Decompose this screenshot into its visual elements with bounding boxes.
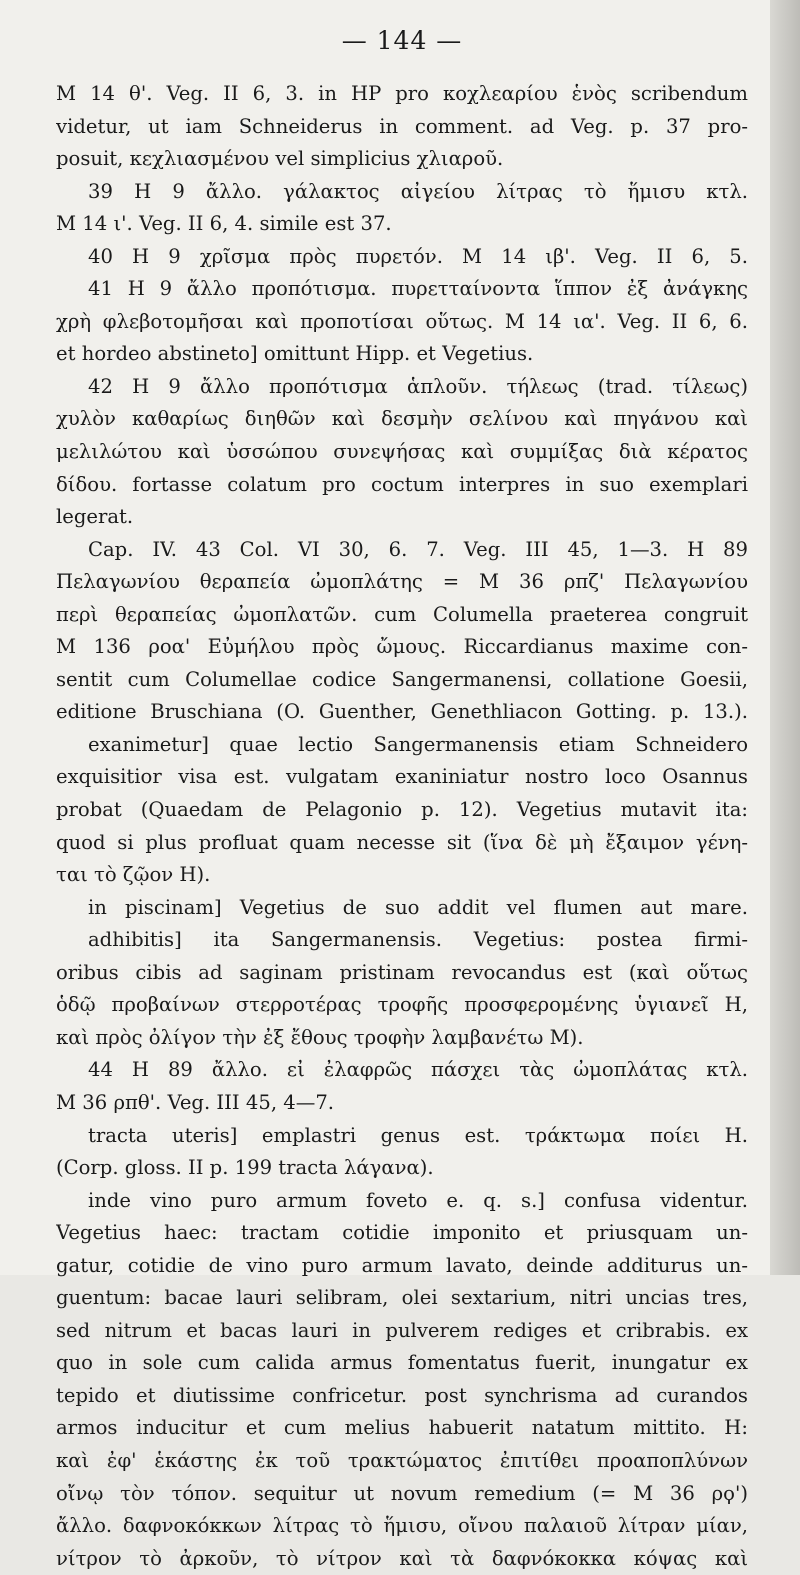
text-line: χρὴ φλεβοτομῆσαι καὶ προποτίσαι οὕτως. M 14 ια'. Veg. II 6, 6. [56, 309, 748, 333]
text-line: ἄλλο. δαφνοκόκκων λίτρας τὸ ἥμισυ, οἴνου παλαιοῦ λίτραν μίαν, [56, 1514, 748, 1538]
text-line: καὶ πρὸς ὀλίγον τὴν ἐξ ἔθους τροφὴν λαμβανέτω M). [56, 1025, 584, 1049]
text-line: M 14 θ'. Veg. II 6, 3. in HP pro κοχλεαρίου ἑνὸς scribendum [56, 82, 748, 105]
text-line: guentum: bacae lauri selibram, olei sextarium, nitri uncias tres, [56, 1286, 748, 1310]
text-line: sentit cum Columellae codice Sangermanensi, collatione Goesii, [56, 667, 748, 691]
text-line: M 36 ρπθ'. Veg. III 45, 4—7. [56, 1090, 335, 1114]
page-edge-shadow [770, 0, 800, 1275]
text-line: Πελαγωνίου θεραπεία ὠμοπλάτης = M 36 ρπζ' Πελαγωνίου [56, 570, 748, 594]
text-line: adhibitis] ita Sangermanensis. Vegetius: postea firmi- [88, 928, 748, 952]
text-line: tracta uteris] emplastri genus est. τράκτωμα ποίει H. [88, 1123, 748, 1147]
text-line: οἴνῳ τὸν τόπον. sequitur ut novum remedium (= M 36 ρϙ') [56, 1481, 748, 1505]
text-line: legerat. [56, 505, 134, 529]
text-line: quod si plus profluat quam necesse sit (ἵνα δὲ μὴ ἔξαιμον γένη- [56, 830, 748, 854]
page-number: — 144 — [341, 26, 463, 55]
text-line: et hordeo abstineto] omittunt Hipp. et Vegetius. [56, 342, 534, 366]
text-line: ται τὸ ζῷον H). [56, 863, 211, 887]
text-line: probat (Quaedam de Pelagonio p. 12). Vegetius mutavit ita: [56, 798, 748, 822]
text-line: tepido et diutissime confricetur. post synchrisma ad curandos [56, 1383, 748, 1407]
text-line: oribus cibis ad saginam pristinam revocandus est (καὶ οὕτως [56, 960, 748, 984]
text-line: M 136 ροα' Εὐμήλου πρὸς ὤμους. Riccardianus maxime con- [56, 635, 748, 659]
text-line: χυλὸν καθαρίως διηθῶν καὶ δεσμὴν σελίνου καὶ πηγάνου καὶ [56, 407, 748, 431]
text-line: 42 H 9 ἄλλο προπότισμα ἁπλοῦν. τήλεως (trad. τίλεως) [88, 374, 748, 398]
text-line: 39 H 9 ἄλλο. γάλακτος αἰγείου λίτρας τὸ ἥμισυ κτλ. [88, 179, 748, 203]
text-line: μελιλώτου καὶ ὑσσώπου συνεψήσας καὶ συμμίξας διὰ κέρατος [56, 440, 748, 464]
text-line: exanimetur] quae lectio Sangermanensis etiam Schneidero [88, 732, 748, 756]
text-line: armos inducitur et cum melius habuerit natatum mittito. H: [56, 1416, 748, 1440]
text-line: 41 H 9 ἄλλο προπότισμα. πυρετταίνοντα ἵππον ἐξ ἀνάγκης [88, 277, 748, 301]
page-body [56, 78, 748, 1575]
text-line: exquisitior visa est. vulgatam exaniniatur nostro loco Osannus [56, 765, 748, 789]
text-line: 40 H 9 χρῖσμα πρὸς πυρετόν. M 14 ιβ'. Veg. II 6, 5. [88, 244, 748, 268]
text-line: Cap. IV. 43 Col. VI 30, 6. 7. Veg. III 45, 1—3. H 89 [88, 537, 748, 561]
text-line: editione Bruschiana (O. Guenther, Genethliacon Gotting. p. 13.). [56, 700, 748, 724]
text-line: M 14 ι'. Veg. II 6, 4. simile est 37. [56, 212, 392, 236]
text-line: videtur, ut iam Schneiderus in comment. ad Veg. p. 37 pro- [56, 114, 748, 138]
text-line: δίδου. fortasse colatum pro coctum interpres in suo exemplari [56, 472, 748, 496]
text-line: sed nitrum et bacas lauri in pulverem rediges et cribrabis. ex [56, 1318, 748, 1342]
text-line: 44 H 89 ἄλλο. εἰ ἐλαφρῶς πάσχει τὰς ὠμοπλάτας κτλ. [88, 1058, 748, 1082]
text-line: quo in sole cum calida armus fomentatus fuerit, inungatur ex [56, 1351, 748, 1375]
text-line: ὁδῷ προβαίνων στερροτέρας τροφῆς προσφερομένης ὑγιανεῖ H, [56, 993, 748, 1017]
text-line: posuit, κεχλιασμένου vel simplicius χλιαροῦ. [56, 147, 504, 171]
text-line: καὶ ἐφ' ἑκάστης ἐκ τοῦ τρακτώματος ἐπιτίθει προαποπλύνων [56, 1448, 748, 1472]
text-line: inde vino puro armum foveto e. q. s.] confusa videntur. [88, 1188, 748, 1212]
text-line: in piscinam] Vegetius de suo addit vel flumen aut mare. [88, 895, 748, 919]
text-line: περὶ θεραπείας ὠμοπλατῶν. cum Columella praeterea congruit [56, 602, 748, 626]
text-line: (Corp. gloss. II p. 199 tracta λάγανα). [56, 1156, 434, 1180]
text-line: Vegetius haec: tractam cotidie imponito et priusquam un- [56, 1221, 748, 1245]
text-line: gatur, cotidie de vino puro armum lavato, deinde additurus un- [56, 1253, 748, 1277]
text-line: νίτρον τὸ ἀρκοῦν, τὸ νίτρον καὶ τὰ δαφνόκοκκα κόψας καὶ [56, 1546, 748, 1570]
